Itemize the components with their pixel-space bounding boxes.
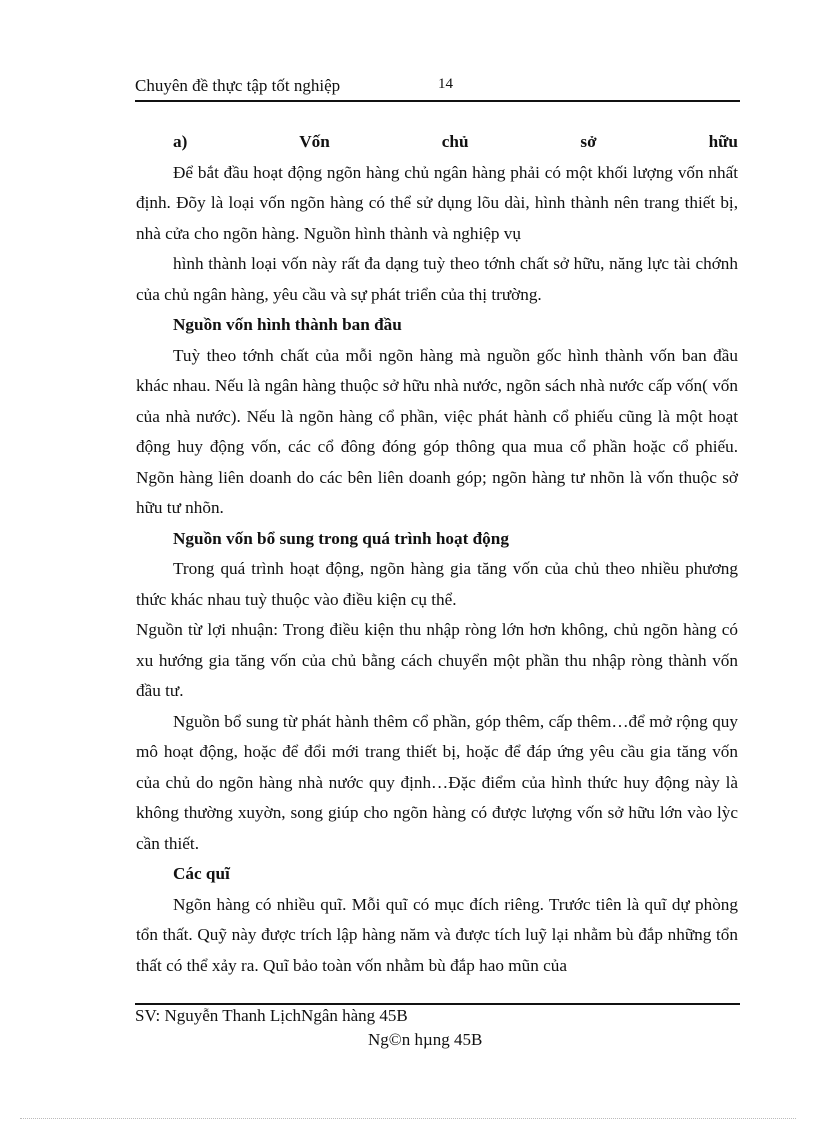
document-body: [136, 127, 738, 981]
section-a-word: Vốn: [299, 132, 330, 151]
subheading-initial-capital: Nguồn vốn hình thành ban đầu: [173, 315, 402, 334]
paragraph: Để bắt đầu hoạt động ngõn hàng chủ ngân hàng phải có một khối lượng vốn nhất định. Đõy là loại vốn ngõn hàng có thể sử dụng lõu dài, hình thành nên trang thiết bị, nhà cửa cho ngõn hàng. Nguồn hình thành và nghiệp vụ: [136, 162, 738, 243]
paragraph: hình thành loại vốn này rất đa dạng tuỳ theo tớnh chất sở hữu, năng lực tài chớnh của chủ ngân hàng, yêu cầu và sự phát triển của thị trường.: [136, 254, 738, 304]
page-header: [135, 76, 740, 102]
section-a-word: chủ: [441, 132, 469, 151]
paragraph: Nguồn bổ sung từ phát hành thêm cổ phần, góp thêm, cấp thêm…để mở rộng quy mô hoạt động, hoặc để đổi mới trang thiết bị, hoặc để đáp ứng yêu cầu gia tăng vốn của chủ do ngõn hàng nhà nước quy định…Đặc điểm của hình thức huy động này là không thường xuyờn, song giúp cho ngõn hàng có được lượng vốn sở hữu lớn vào lỳc cần thiết.: [136, 711, 738, 853]
section-heading-a: [136, 127, 738, 158]
paragraph: Ngõn hàng có nhiều quĩ. Mỗi quĩ có mục đích riêng. Trước tiên là quĩ dự phòng tổn thất. Quỹ này được trích lập hàng năm và được tích luỹ lại nhằm bù đắp những tổn thất có thể xảy ra. Quĩ bảo toàn vốn nhằm bù đắp hao mũn của: [136, 894, 738, 975]
section-a-word: a): [173, 132, 188, 151]
subheading-funds: Các quĩ: [173, 864, 230, 883]
footer-class: Ng©n hµng 45B: [368, 1030, 483, 1049]
section-a-word: hữu: [708, 132, 738, 151]
section-a-word: sở: [580, 132, 597, 151]
page-bottom-edge: [20, 1118, 796, 1119]
document-title: Chuyên đề thực tập tốt nghiệp: [135, 76, 341, 95]
subheading-supplementary-capital: Nguồn vốn bổ sung trong quá trình hoạt động: [173, 528, 509, 548]
paragraph: Nguồn từ lợi nhuận: Trong điều kiện thu nhập ròng lớn hơn không, chủ ngõn hàng có xu hướng gia tăng vốn của chủ bằng cách chuyển một phần thu nhập ròng thành vốn đầu tư.: [136, 620, 738, 700]
page-number: 14: [438, 76, 453, 92]
footer-divider: [135, 1003, 740, 1005]
paragraph: Trong quá trình hoạt động, ngõn hàng gia tăng vốn của chủ theo nhiều phương thức khác nhau tuỳ thuộc vào điều kiện cụ thể.: [136, 559, 738, 609]
footer-student: SV: Nguyễn Thanh LịchNgân hàng 45B: [135, 1006, 408, 1025]
paragraph: Tuỳ theo tớnh chất của mỗi ngõn hàng mà nguồn gốc hình thành vốn ban đầu khác nhau. Nếu là ngân hàng thuộc sở hữu nhà nước, ngõn sách nhà nước cấp vốn( vốn của nhà nước). Nếu là ngõn hàng cổ phần, việc phát hành cổ phiếu cũng là một hoạt động huy động vốn, các cổ đông đóng góp thông qua mua cổ phần hoặc cổ phiếu. Ngõn hàng liên doanh do các bên liên doanh góp; ngõn hàng tư nhõn là vốn thuộc sở hữu tư nhõn.: [136, 345, 738, 517]
